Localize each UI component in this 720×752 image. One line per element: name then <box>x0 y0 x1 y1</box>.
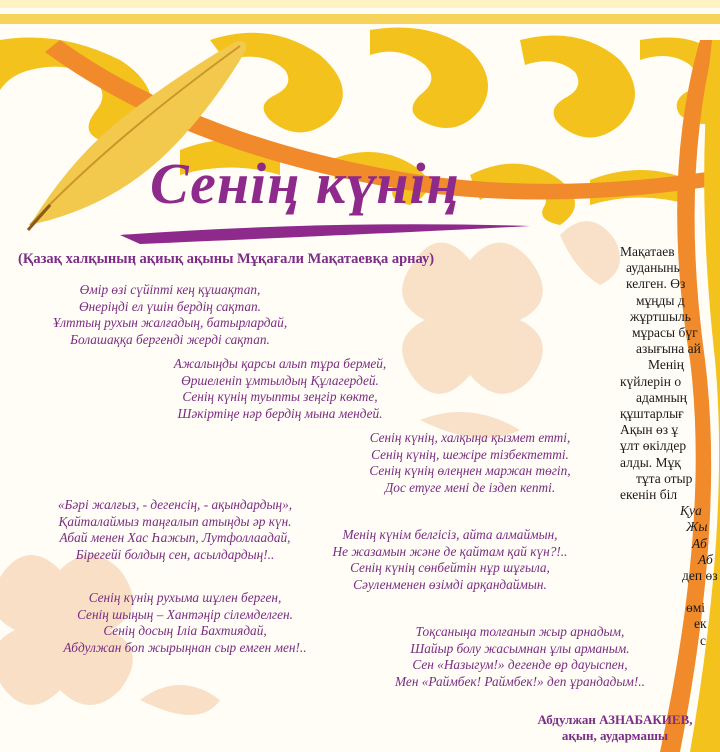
article-line: мұрасы бүг <box>632 325 698 341</box>
stanza-line: Сенің күнің сөнбейтін нұр шұғыла, <box>350 560 550 575</box>
stanza-5 <box>300 527 600 593</box>
article-line: құштарлығ <box>620 406 684 422</box>
author-signature <box>510 712 720 744</box>
article-line: алды. Мұқ <box>620 454 681 470</box>
stanza-line: Сен «Назыгум!» дегенде өр дауыспен, <box>412 657 628 672</box>
poem-title: Сенің күнің <box>150 151 460 216</box>
stanza-line: Шайыр болу жасымнан ұлы арманым. <box>410 640 630 656</box>
stanza-6 <box>30 590 340 656</box>
stanza-line: Дос етуге мені де іздеп кепті. <box>384 479 556 495</box>
article-line: Жы <box>686 519 708 535</box>
article-line: ауданынь <box>626 260 680 276</box>
stanza-4 <box>20 497 330 563</box>
article-line: азығына ай <box>636 341 701 357</box>
stanza-line: Сенің шыңың – Хантәңір сілемделген. <box>77 606 293 622</box>
article-line: Қуа <box>680 503 702 519</box>
stanza-line: Сәуленменен өзімді арқандаймын. <box>353 576 547 592</box>
stanza-line: Болашаққа бергенді жерді сақтап. <box>70 331 270 347</box>
title-underline-swoosh <box>120 224 530 244</box>
article-line: Аб <box>698 551 713 567</box>
article-line: күйлерін о <box>620 373 682 389</box>
peach-ornament-center <box>402 221 620 438</box>
stanza-line: Сенің досың Іліа Бахтиядай, <box>103 623 267 638</box>
stanza-line: Сенің күнің, шежіре тізбектетті. <box>371 446 569 462</box>
stanza-line: Өнеріңді ел үшін бердің сақтап. <box>79 298 261 314</box>
stanza-2 <box>130 356 430 422</box>
stanza-line: Абдулжан боп жырыңнан сыр емген мен!.. <box>63 639 307 655</box>
article-line: Ақын өз ұ <box>620 422 679 438</box>
article-line: жұртшыль <box>630 308 691 324</box>
stanza-line: Бірегейі болдың сен, асылдардың!.. <box>75 546 275 562</box>
stanza-line: Өмір өзі сүйіпті кең құшақтап, <box>79 282 261 297</box>
author-name: Абдулжан АЗНАБАКИЕВ, <box>537 712 693 727</box>
stanza-line: Сенің күнің өлеңнен маржан төгіп, <box>369 463 571 478</box>
article-line: адамның <box>636 389 687 405</box>
article-line: Мақатаев <box>620 244 675 259</box>
article-line: өмі <box>686 600 706 616</box>
article-line: Аб <box>692 535 707 551</box>
stanza-line: Не жазамын және де қайтам қай күн?!.. <box>332 543 568 559</box>
article-line: екенін біл <box>620 487 678 503</box>
article-line: ұлт өкілдер <box>620 438 687 454</box>
article-line: ек <box>694 616 707 632</box>
article-line: тұта отыр <box>636 470 693 486</box>
stanza-line: Шәкіртіңе нәр бердің мына мендей. <box>177 405 383 421</box>
stanza-line: Сенің күнің, халқыңа қызмет етті, <box>369 430 571 445</box>
top-border-strip <box>0 0 720 8</box>
stanza-line: Менің күнім белгісіз, айта алмаймын, <box>342 527 558 542</box>
article-line: келген. Өз <box>626 276 686 292</box>
stanza-line: Ажалыңды қарсы алып тұра бермей, <box>173 356 387 371</box>
stanza-line: Абай менен Хас Һажып, Лутфоллаадай, <box>59 530 291 545</box>
stanza-line: Тоқсаныңа толғанып жыр арнадым, <box>415 624 625 639</box>
stanza-1 <box>20 282 320 348</box>
article-line: деп өз <box>682 568 718 584</box>
stanza-3 <box>320 430 620 496</box>
stanza-line: Қайталаймыз таңғалып атыңды әр күн. <box>58 513 292 529</box>
article-line <box>620 584 720 600</box>
stanza-line: Ұлттың рухын жалғадың, батырлардай, <box>52 315 288 330</box>
article-line: мұңды д <box>636 292 685 308</box>
top-gold-strip <box>0 14 720 24</box>
stanza-line: Өршеленіп ұмтылдың Құлагердей. <box>181 372 379 388</box>
author-role: ақын, аудармашы <box>561 728 669 743</box>
stanza-line: Сенің күнің туыпты зеңгір көкте, <box>182 389 378 404</box>
article-line: с <box>700 632 706 648</box>
stanza-line: Мен «Раймбек! Раймбек!» деп ұрандадым!.. <box>395 673 645 689</box>
poem-subtitle: (Қазақ халқының ақиық ақыны Мұқағали Мақатаевқа арнау) <box>18 251 435 267</box>
article-line: Менің <box>648 357 685 373</box>
stanza-line: «Бәрі жалғыз, - дегенсің, - ақындардың», <box>57 497 293 512</box>
stanza-line: Сенің күнің рухыма шұлен берген, <box>88 590 282 605</box>
article-column-cropped <box>620 244 720 649</box>
